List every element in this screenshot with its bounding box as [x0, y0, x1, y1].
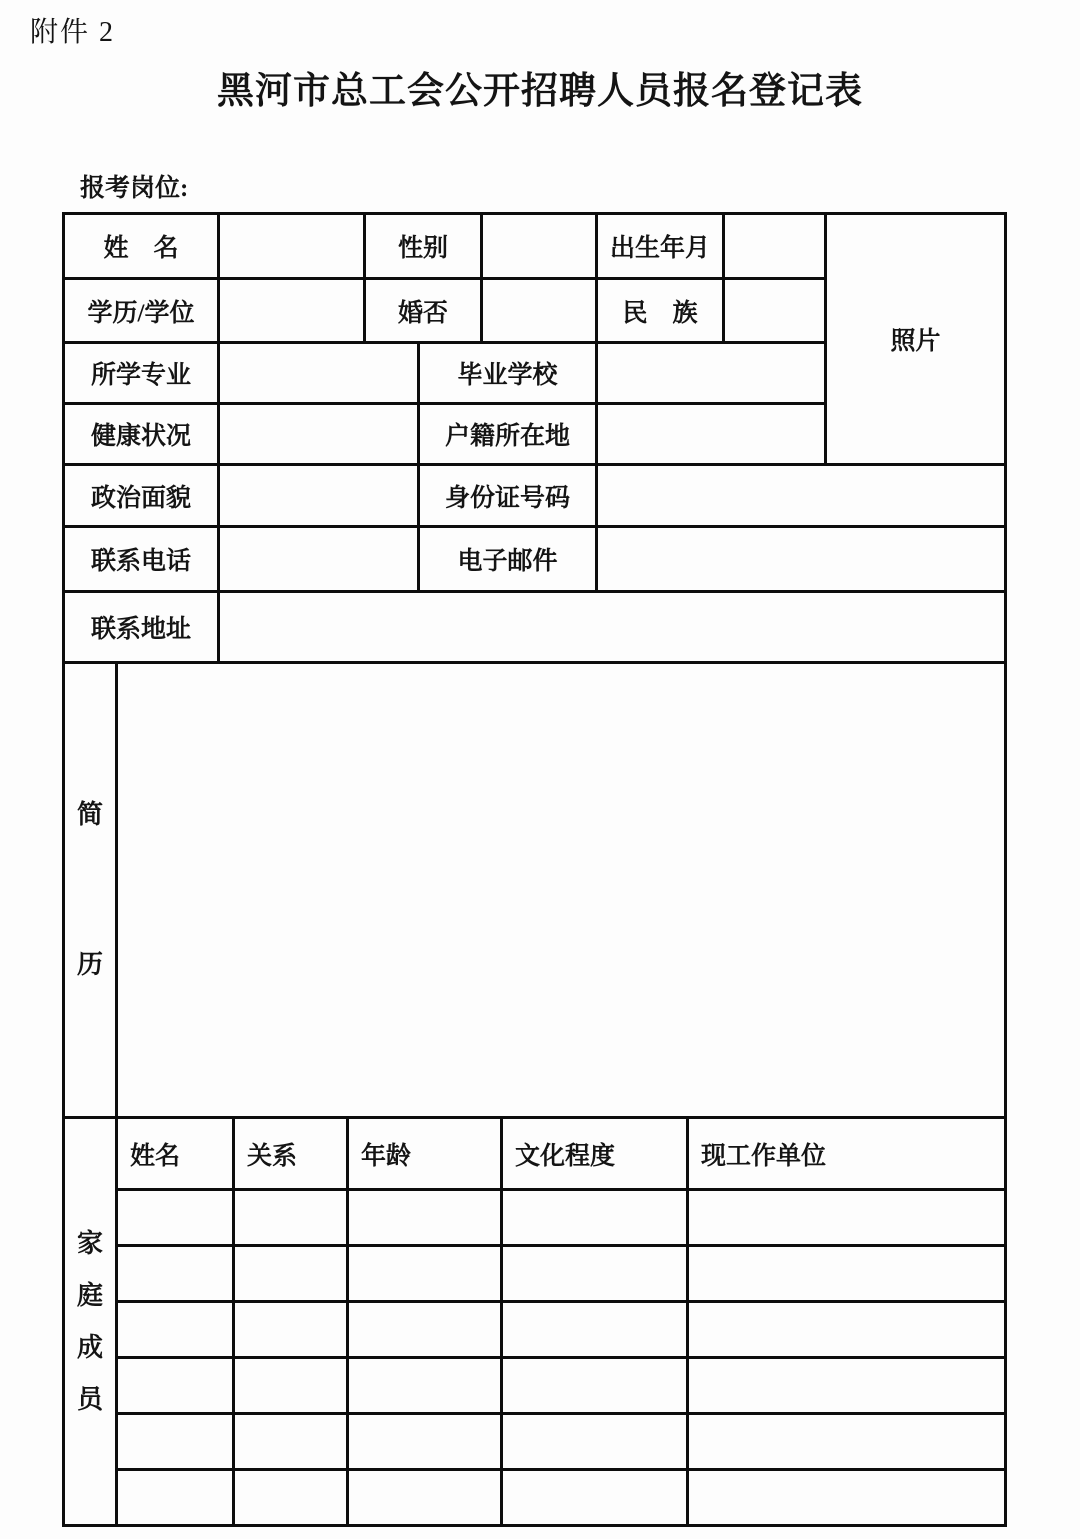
political-status-label: 政治面貌 — [64, 465, 219, 527]
marital-value-cell — [482, 279, 597, 343]
resume-section — [62, 661, 1007, 1119]
name-label: 姓 名 — [64, 214, 219, 279]
birth-date-label: 出生年月 — [597, 214, 724, 279]
resume-label: 简历 — [76, 800, 103, 979]
family-row — [64, 1190, 1006, 1246]
major-label: 所学专业 — [64, 343, 219, 404]
family-row — [64, 1302, 1006, 1358]
family-members-label: 家庭成员 — [76, 1228, 103, 1414]
health-value-cell — [219, 404, 419, 465]
attachment-label: 附件 2 — [30, 17, 116, 48]
birth-date-value-cell — [724, 214, 826, 279]
education-label: 学历/学位 — [64, 279, 219, 343]
family-members-label-cell — [64, 1118, 117, 1526]
phone-value-cell — [219, 527, 419, 592]
gender-value-cell — [482, 214, 597, 279]
family-col-age: 年龄 — [348, 1118, 502, 1190]
family-col-name: 姓名 — [117, 1118, 234, 1190]
major-value-cell — [219, 343, 419, 404]
family-row — [64, 1470, 1006, 1526]
family-col-education: 文化程度 — [502, 1118, 688, 1190]
household-value-cell — [597, 404, 826, 465]
school-value-cell — [597, 343, 826, 404]
political-status-value-cell — [219, 465, 419, 527]
email-label: 电子邮件 — [419, 527, 597, 592]
ethnicity-label: 民 族 — [597, 279, 724, 343]
family-row — [64, 1246, 1006, 1302]
family-row — [64, 1414, 1006, 1470]
form-title: 黑河市总工会公开招聘人员报名登记表 — [217, 70, 863, 111]
resume-content-cell — [117, 663, 1006, 1118]
family-col-workplace: 现工作单位 — [688, 1118, 1006, 1190]
id-number-value-cell — [597, 465, 1006, 527]
name-value-cell — [219, 214, 365, 279]
address-label: 联系地址 — [64, 592, 219, 663]
family-row — [64, 1358, 1006, 1414]
education-value-cell — [219, 279, 365, 343]
phone-label: 联系电话 — [64, 527, 219, 592]
basic-info-table — [62, 212, 1007, 664]
gender-label: 性别 — [365, 214, 482, 279]
household-label: 户籍所在地 — [419, 404, 597, 465]
resume-label-cell — [64, 663, 117, 1118]
health-label: 健康状况 — [64, 404, 219, 465]
photo-label: 照片 — [890, 328, 941, 355]
ethnicity-value-cell — [724, 279, 826, 343]
family-members-table — [62, 1116, 1007, 1527]
position-field-label: 报考岗位: — [80, 175, 189, 202]
registration-form-table — [62, 212, 1004, 1527]
photo-cell — [826, 214, 1006, 465]
address-value-cell — [219, 592, 1006, 663]
family-col-relation: 关系 — [234, 1118, 348, 1190]
email-value-cell — [597, 527, 1006, 592]
marital-label: 婚否 — [365, 279, 482, 343]
school-label: 毕业学校 — [419, 343, 597, 404]
id-number-label: 身份证号码 — [419, 465, 597, 527]
